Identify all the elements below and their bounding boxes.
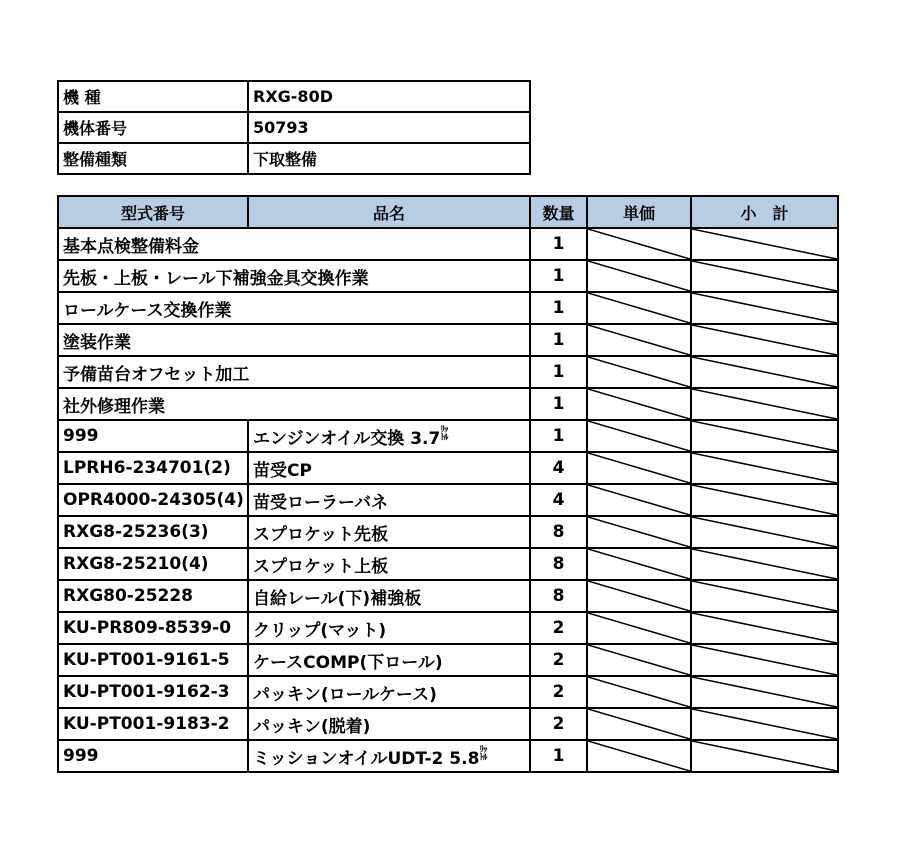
subtotal-cell	[691, 324, 838, 356]
unit-price-cell	[587, 260, 691, 292]
info-row	[58, 81, 530, 112]
unit-price-cell	[587, 740, 691, 772]
subtotal-cell	[691, 676, 838, 708]
subtotal-cell-strike-line	[692, 325, 837, 355]
service-description: 基本点検整備料金	[58, 228, 530, 260]
part-name: クリップ(マット)	[253, 620, 387, 641]
estimate-table	[57, 195, 839, 773]
part-model-number: KU-PT001-9183-2	[58, 708, 248, 740]
subtotal-cell	[691, 612, 838, 644]
unit-price-cell	[587, 228, 691, 260]
part-row	[58, 420, 838, 452]
part-row	[58, 740, 838, 772]
part-name-cell	[248, 676, 530, 708]
unit-price-cell	[587, 644, 691, 676]
quantity-cell: 1	[530, 292, 587, 324]
unit-price-cell-strike-line	[588, 741, 690, 771]
quantity-cell: 1	[530, 740, 587, 772]
part-model-number: KU-PT001-9161-5	[58, 644, 248, 676]
subtotal-cell	[691, 260, 838, 292]
part-name-cell	[248, 516, 530, 548]
subtotal-cell-strike-line	[692, 613, 837, 643]
quantity-cell: 8	[530, 580, 587, 612]
quantity-cell: 4	[530, 484, 587, 516]
unit-price-cell	[587, 388, 691, 420]
quantity-cell: 8	[530, 548, 587, 580]
unit-price-cell-strike-line	[588, 357, 690, 387]
quantity-cell: 4	[530, 452, 587, 484]
subtotal-cell-strike-line	[692, 709, 837, 739]
part-model-number: 999	[58, 420, 248, 452]
header-unit-price: 単価	[587, 196, 691, 228]
part-model-number: KU-PT001-9162-3	[58, 676, 248, 708]
subtotal-cell	[691, 580, 838, 612]
info-label: 機 種	[58, 81, 248, 112]
part-name-cell	[248, 452, 530, 484]
info-label: 機体番号	[58, 112, 248, 143]
service-description: 社外修理作業	[58, 388, 530, 420]
unit-price-cell	[587, 420, 691, 452]
quantity-cell: 2	[530, 612, 587, 644]
unit-price-cell-strike-line	[588, 613, 690, 643]
quantity-cell: 1	[530, 420, 587, 452]
unit-price-cell-strike-line	[588, 485, 690, 515]
part-name: ケースCOMP(下ロール)	[253, 652, 443, 673]
part-name: スプロケット先板	[253, 524, 389, 545]
part-row	[58, 484, 838, 516]
part-name: ミッションオイルUDT-2 5.8	[253, 748, 480, 769]
part-name: パッキン(脱着)	[253, 716, 371, 737]
subtotal-cell	[691, 484, 838, 516]
service-row	[58, 292, 838, 324]
info-row	[58, 112, 530, 143]
part-row	[58, 708, 838, 740]
part-name-cell	[248, 644, 530, 676]
unit-price-cell	[587, 580, 691, 612]
subtotal-cell-strike-line	[692, 645, 837, 675]
subtotal-cell-strike-line	[692, 741, 837, 771]
subtotal-cell	[691, 388, 838, 420]
subtotal-cell	[691, 740, 838, 772]
unit-price-cell	[587, 676, 691, 708]
info-label: 整備種類	[58, 143, 248, 174]
subtotal-cell	[691, 292, 838, 324]
unit-price-cell-strike-line	[588, 421, 690, 451]
unit-price-cell-strike-line	[588, 453, 690, 483]
unit-price-cell-strike-line	[588, 581, 690, 611]
subtotal-cell	[691, 516, 838, 548]
info-value: 50793	[248, 112, 530, 143]
part-name: 自給レール(下)補強板	[253, 588, 422, 609]
part-model-number: RXG8-25210(4)	[58, 548, 248, 580]
subtotal-cell-strike-line	[692, 453, 837, 483]
part-name-cell	[248, 580, 530, 612]
header-subtotal: 小 計	[691, 196, 838, 228]
subtotal-cell	[691, 356, 838, 388]
subtotal-cell-strike-line	[692, 357, 837, 387]
unit-price-cell-strike-line	[588, 549, 690, 579]
subtotal-cell-strike-line	[692, 229, 837, 259]
unit-price-cell-strike-line	[588, 517, 690, 547]
part-model-number: RXG8-25236(3)	[58, 516, 248, 548]
unit-price-cell-strike-line	[588, 293, 690, 323]
header-qty: 数量	[530, 196, 587, 228]
service-row	[58, 356, 838, 388]
subtotal-cell-strike-line	[692, 421, 837, 451]
header-name: 品名	[248, 196, 530, 228]
subtotal-cell	[691, 548, 838, 580]
part-model-number: RXG80-25228	[58, 580, 248, 612]
part-row	[58, 548, 838, 580]
quantity-cell: 1	[530, 388, 587, 420]
liter-unit-bottom: ﾄﾙ	[440, 432, 448, 443]
part-name-cell	[248, 708, 530, 740]
info-value: RXG-80D	[248, 81, 530, 112]
unit-price-cell-strike-line	[588, 325, 690, 355]
part-name-cell	[248, 420, 530, 452]
quantity-cell: 1	[530, 260, 587, 292]
subtotal-cell	[691, 452, 838, 484]
service-row	[58, 228, 838, 260]
part-name-cell	[248, 612, 530, 644]
part-name: パッキン(ロールケース)	[253, 684, 437, 705]
unit-price-cell-strike-line	[588, 709, 690, 739]
liter-unit-top: ﾘｯ	[440, 424, 448, 435]
unit-price-cell	[587, 516, 691, 548]
info-row	[58, 143, 530, 174]
info-value: 下取整備	[248, 143, 530, 174]
liter-unit-bottom: ﾄﾙ	[479, 752, 487, 763]
quantity-cell: 2	[530, 676, 587, 708]
part-name-cell	[248, 484, 530, 516]
header-row	[58, 196, 838, 228]
unit-price-cell	[587, 548, 691, 580]
service-description: 予備苗台オフセット加工	[58, 356, 530, 388]
machine-info-table	[57, 80, 531, 175]
service-description: 塗装作業	[58, 324, 530, 356]
unit-price-cell-strike-line	[588, 645, 690, 675]
unit-price-cell-strike-line	[588, 677, 690, 707]
unit-price-cell	[587, 708, 691, 740]
subtotal-cell-strike-line	[692, 293, 837, 323]
subtotal-cell	[691, 708, 838, 740]
subtotal-cell-strike-line	[692, 677, 837, 707]
service-row	[58, 260, 838, 292]
quantity-cell: 1	[530, 228, 587, 260]
quantity-cell: 8	[530, 516, 587, 548]
part-name-cell	[248, 548, 530, 580]
subtotal-cell	[691, 420, 838, 452]
quantity-cell: 2	[530, 644, 587, 676]
part-model-number: LPRH6-234701(2)	[58, 452, 248, 484]
unit-price-cell	[587, 612, 691, 644]
subtotal-cell-strike-line	[692, 261, 837, 291]
unit-price-cell	[587, 324, 691, 356]
part-row	[58, 516, 838, 548]
unit-price-cell-strike-line	[588, 261, 690, 291]
part-model-number: 999	[58, 740, 248, 772]
service-row	[58, 324, 838, 356]
service-description: ロールケース交換作業	[58, 292, 530, 324]
quantity-cell: 2	[530, 708, 587, 740]
liter-unit-top: ﾘｯ	[479, 744, 487, 755]
part-name: 苗受ローラーバネ	[253, 492, 389, 513]
unit-price-cell-strike-line	[588, 389, 690, 419]
subtotal-cell	[691, 644, 838, 676]
service-row	[58, 388, 838, 420]
unit-price-cell-strike-line	[588, 229, 690, 259]
unit-price-cell	[587, 484, 691, 516]
part-model-number: KU-PR809-8539-0	[58, 612, 248, 644]
quantity-cell: 1	[530, 356, 587, 388]
subtotal-cell	[691, 228, 838, 260]
part-row	[58, 452, 838, 484]
unit-price-cell	[587, 452, 691, 484]
subtotal-cell-strike-line	[692, 485, 837, 515]
part-row	[58, 580, 838, 612]
unit-price-cell	[587, 292, 691, 324]
part-name: エンジンオイル交換 3.7	[253, 428, 441, 449]
part-name: スプロケット上板	[253, 556, 389, 577]
part-row	[58, 676, 838, 708]
subtotal-cell-strike-line	[692, 581, 837, 611]
liter-unit	[479, 746, 486, 762]
unit-price-cell	[587, 356, 691, 388]
subtotal-cell-strike-line	[692, 389, 837, 419]
header-model: 型式番号	[58, 196, 248, 228]
subtotal-cell-strike-line	[692, 517, 837, 547]
part-name: 苗受CP	[253, 460, 312, 481]
subtotal-cell-strike-line	[692, 549, 837, 579]
part-model-number: OPR4000-24305(4)	[58, 484, 248, 516]
part-row	[58, 612, 838, 644]
service-description: 先板・上板・レール下補強金具交換作業	[58, 260, 530, 292]
quantity-cell: 1	[530, 324, 587, 356]
part-name-cell	[248, 740, 530, 772]
liter-unit	[440, 426, 447, 442]
part-row	[58, 644, 838, 676]
